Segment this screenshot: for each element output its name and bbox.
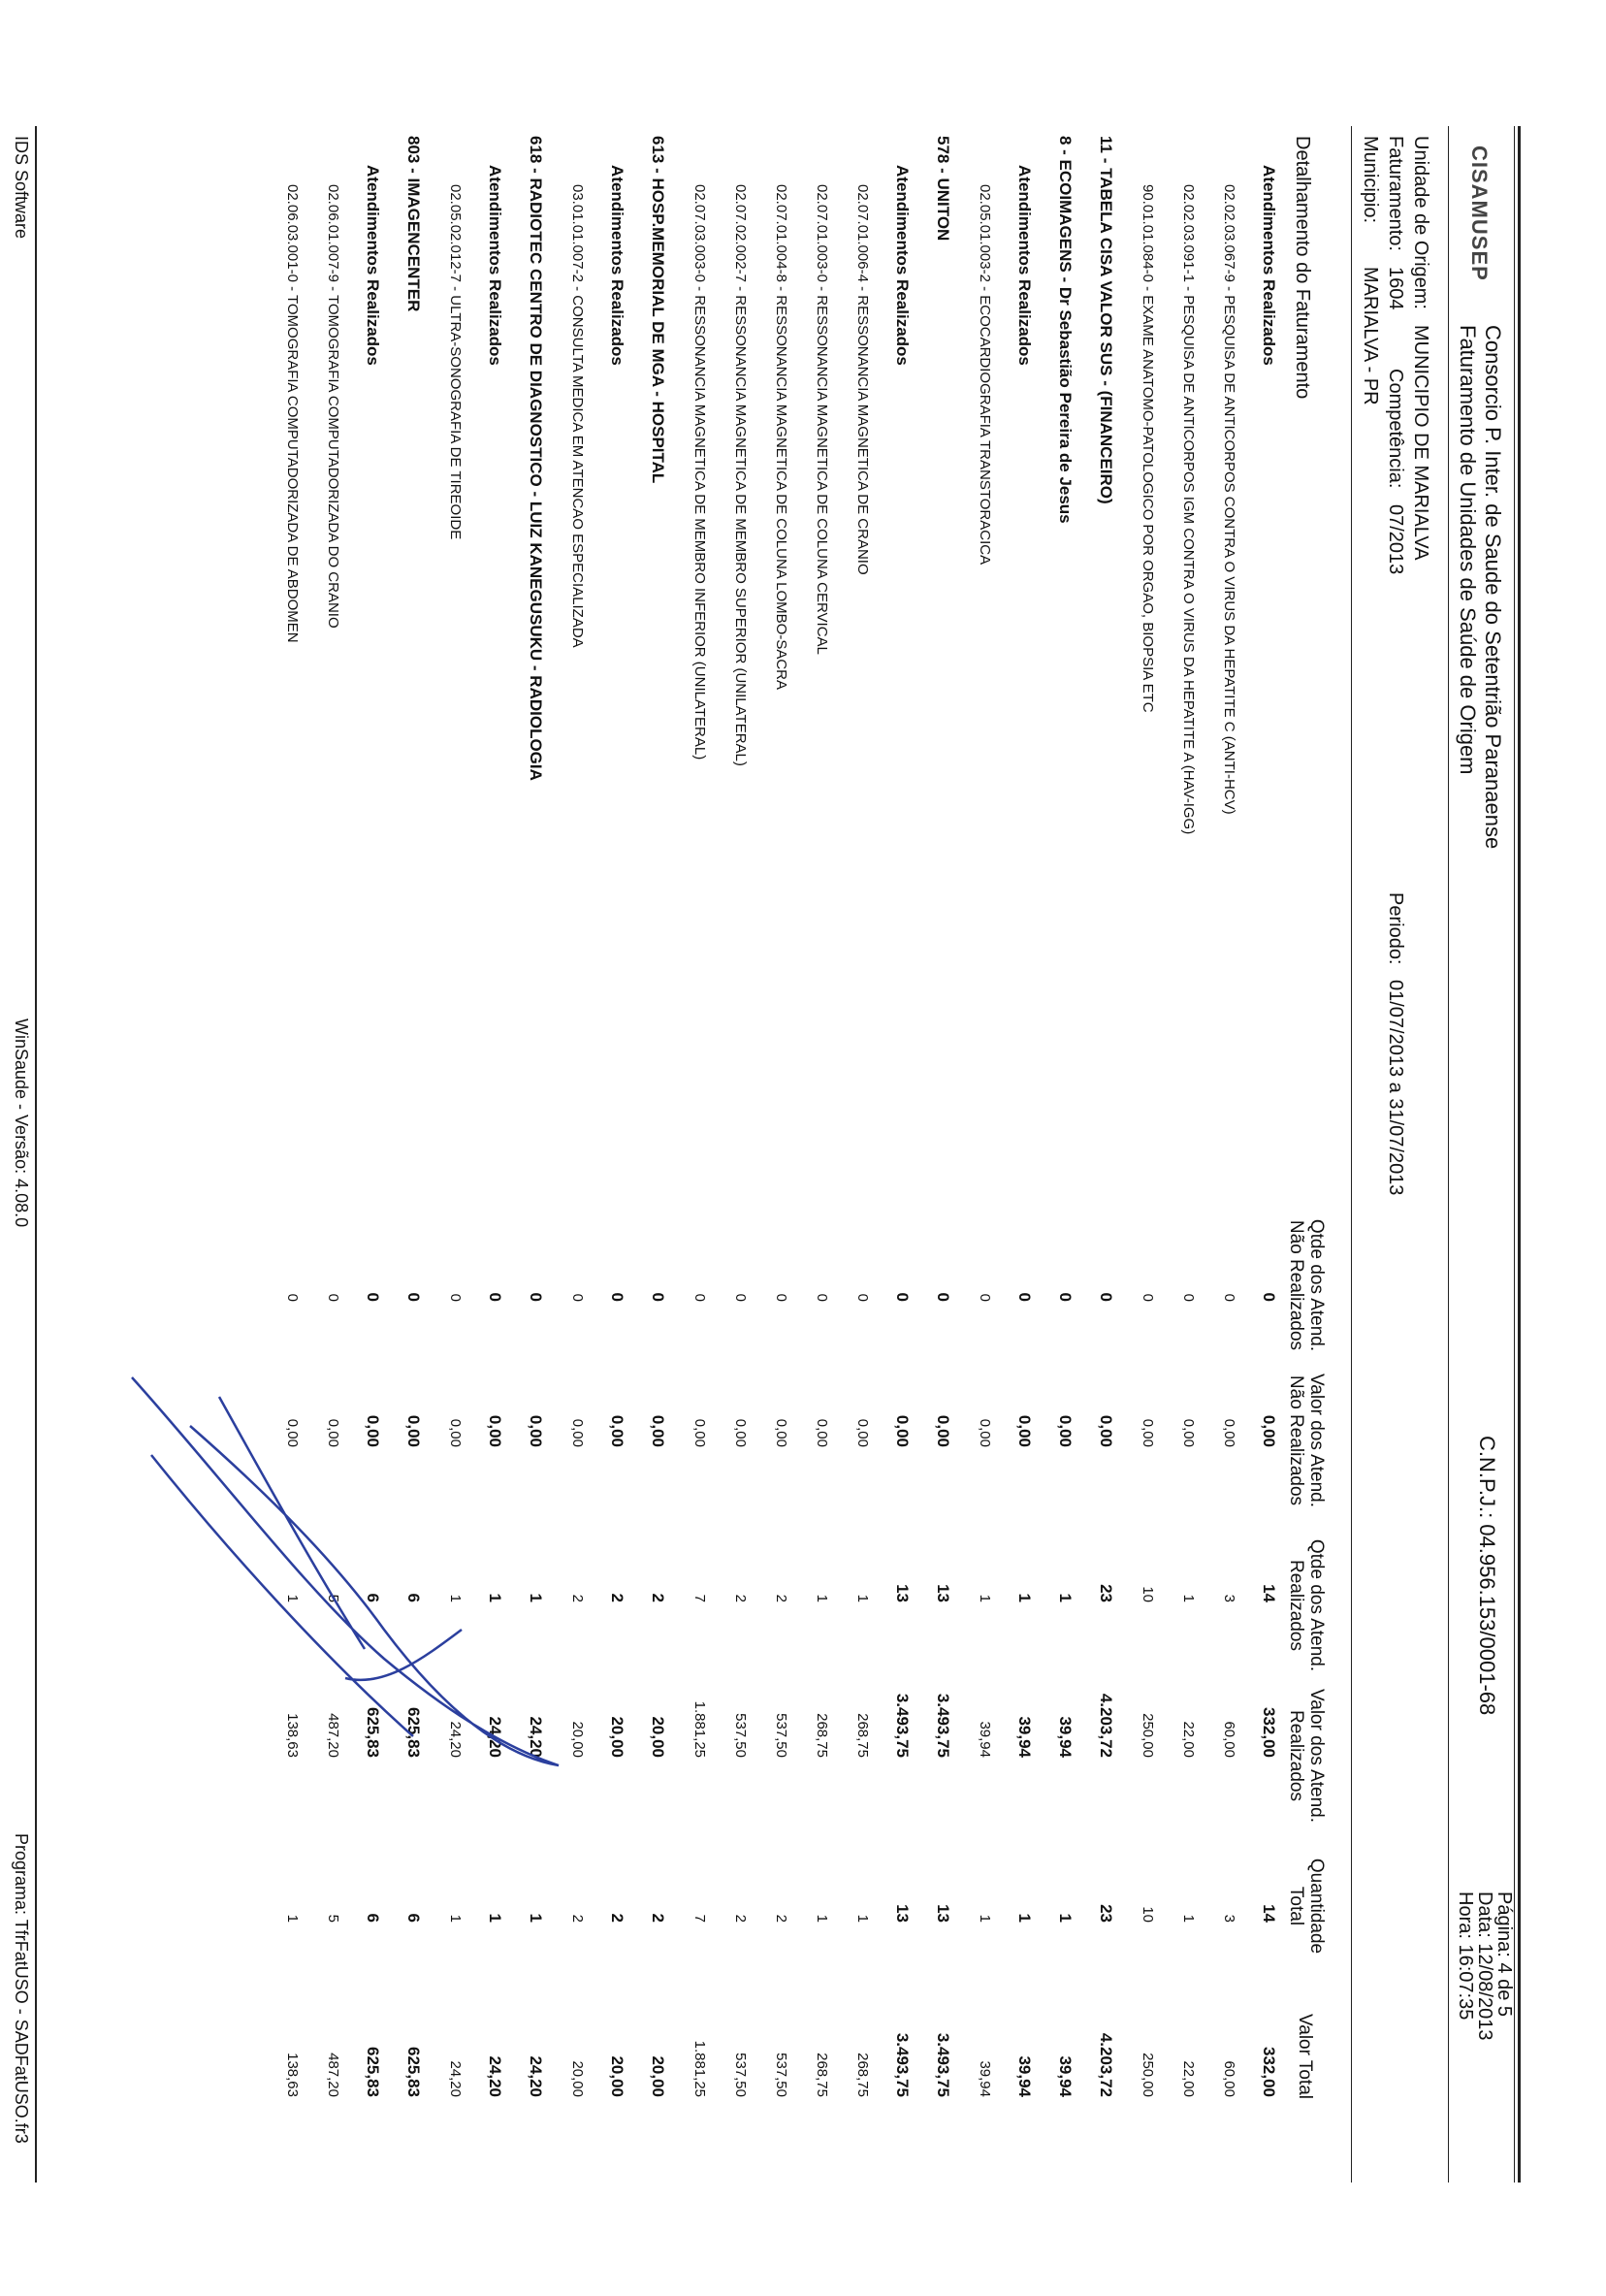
table-row [725,0,749,2296]
table-row [1133,0,1156,2296]
cell-valor-nao-realizados: 0,00 [893,1414,912,1447]
table-row [685,0,708,2296]
table-row [603,0,626,2296]
table-row [1173,0,1197,2296]
table-row [970,0,993,2296]
cell-valor-realizados: 20,00 [569,1721,586,1758]
report-date: Data: 12/08/2013 [1474,1892,1495,2041]
cell-valor-realizados: 537,50 [773,1713,789,1758]
faturamento-label: Faturamento: [1385,136,1406,251]
cell-quantidade-total: 1 [814,1914,830,1923]
unidade-value: MUNICIPIO DE MARIALVA [1410,325,1431,561]
cell-valor-nao-realizados: 0,00 [569,1418,586,1447]
cell-quantidade-total: 1 [1180,1914,1197,1923]
cell-qtde-realizados: 5 [325,1594,341,1602]
cell-qtde-realizados: 1 [1056,1593,1075,1602]
cell-valor-total: 24,20 [447,2060,464,2097]
periodo-label: Periodo: [1385,892,1406,965]
cell-valor-total: 39,94 [1015,2055,1034,2097]
cell-valor-realizados: 487,20 [325,1713,341,1758]
cell-valor-total: 268,75 [854,2053,871,2097]
cell-valor-total: 24,20 [486,2055,504,2097]
footer-right: Programa: TfrFatUSO - SADFatUSO.fr3 [12,1833,31,2144]
cell-qtde-realizados: 6 [404,1593,423,1602]
table-row [481,0,504,2296]
cell-qtde-realizados: 1 [486,1593,504,1602]
municipio-value: MARIALVA - PR [1360,267,1381,405]
table-row [562,0,586,2296]
cell-valor-total: 39,94 [1056,2055,1075,2097]
handwritten-signature [93,1339,675,1804]
cell-qtde-nao-realizados: 0 [732,1293,749,1302]
table-row [400,0,423,2296]
cell-valor-nao-realizados: 0,00 [1056,1414,1075,1447]
table-row [277,0,301,2296]
cell-valor-nao-realizados: 0,00 [649,1414,667,1447]
cell-valor-nao-realizados: 0,00 [527,1414,545,1447]
cell-valor-realizados: 39,94 [977,1721,993,1758]
cell-valor-total: 625,83 [404,2047,423,2097]
org-name: Consorcio P. Inter. de Saude do Setentrião Paranaense [1481,325,1505,850]
cell-valor-realizados: 24,20 [447,1721,464,1758]
cell-valor-realizados: 268,75 [814,1713,830,1758]
cell-qtde-realizados: 1 [527,1593,545,1602]
cell-valor-nao-realizados: 0,00 [934,1414,952,1447]
table-row [1051,0,1075,2296]
cell-qtde-realizados: 13 [893,1584,912,1602]
cell-qtde-realizados: 7 [691,1594,708,1602]
table-row [1255,0,1278,2296]
cell-qtde-realizados: 13 [934,1584,952,1602]
cell-valor-total: 60,00 [1221,2060,1237,2097]
row-description: 618 - RADIOTEC CENTRO DE DIAGNOSTICO - LUIZ KANEGUSUKU - RADIOLOGIA [527,136,545,781]
row-description: 8 - ECOIMAGENS - Dr Sebastião Pereira de Jesus [1056,136,1075,524]
cell-valor-nao-realizados: 0,00 [447,1418,464,1447]
cell-qtde-nao-realizados: 0 [1221,1293,1237,1302]
cell-qtde-realizados: 2 [649,1593,667,1602]
cell-valor-realizados: 1.881,25 [691,1700,708,1758]
cell-quantidade-total: 1 [1015,1913,1034,1923]
cell-qtde-nao-realizados: 0 [649,1292,667,1302]
cell-qtde-realizados: 3 [1221,1594,1237,1602]
cell-valor-realizados: 625,83 [404,1707,423,1758]
table-row [644,0,667,2296]
row-description: Atendimentos Realizados [1260,165,1278,366]
cell-qtde-realizados: 2 [608,1593,626,1602]
cell-valor-nao-realizados: 0,00 [1015,1414,1034,1447]
row-description: 02.06.03.001-0 - TOMOGRAFIA COMPUTADORIZADA DE ABDOMEN [284,184,301,643]
cell-valor-nao-realizados: 0,00 [1260,1414,1278,1447]
cnpj: C.N.P.J.: 04.956.153/0001-68 [1475,1436,1499,1716]
cell-valor-realizados: 332,00 [1260,1707,1278,1758]
row-description: 90.01.01.084-0 - EXAME ANATOMO-PATOLOGICO POR ORGAO, BIOPSIA ETC [1140,184,1156,713]
col-valor-realizados: Valor dos Atend. Realizados [1286,1688,1327,1824]
col-quantidade-total: Quantidade Total [1286,1858,1327,1955]
cell-quantidade-total: 1 [486,1913,504,1923]
cell-quantidade-total: 1 [447,1914,464,1923]
cell-qtde-nao-realizados: 0 [325,1293,341,1302]
cell-valor-total: 250,00 [1140,2053,1156,2097]
cell-valor-nao-realizados: 0,00 [608,1414,626,1447]
row-description: 02.07.01.004-8 - RESSONANCIA MAGNETICA DE COLUNA LOMBO-SACRA [773,184,789,691]
cell-valor-nao-realizados: 0,00 [977,1418,993,1447]
cell-valor-nao-realizados: 0,00 [404,1414,423,1447]
cell-quantidade-total: 1 [284,1914,301,1923]
cell-valor-realizados: 20,00 [608,1716,626,1758]
row-description: 02.07.03.003-0 - RESSONANCIA MAGNETICA DE MEMBRO INFERIOR (UNILATERAL) [691,184,708,760]
cell-qtde-nao-realizados: 0 [934,1292,952,1302]
cell-qtde-realizados: 1 [1015,1593,1034,1602]
org-logo: CISAMUSEP [1467,146,1492,281]
cell-quantidade-total: 1 [977,1914,993,1923]
row-description: Atendimentos Realizados [893,165,912,366]
section-title: Detalhamento do Faturamento [1292,136,1313,400]
cell-qtde-nao-realizados: 0 [691,1293,708,1302]
row-description: Atendimentos Realizados [364,165,382,366]
unidade-label: Unidade de Origem: [1410,136,1431,309]
row-description: Atendimentos Realizados [608,165,626,366]
table-row [359,0,382,2296]
cell-valor-total: 22,00 [1180,2060,1197,2097]
cell-quantidade-total: 1 [527,1913,545,1923]
cell-qtde-realizados: 1 [854,1594,871,1602]
table-row [440,0,464,2296]
cell-valor-nao-realizados: 0,00 [1097,1414,1115,1447]
cell-valor-total: 3.493,75 [893,2032,912,2097]
cell-qtde-realizados: 1 [1180,1594,1197,1602]
cell-qtde-realizados: 1 [447,1594,464,1602]
cell-quantidade-total: 3 [1221,1914,1237,1923]
cell-valor-realizados: 250,00 [1140,1713,1156,1758]
cell-valor-total: 537,50 [773,2053,789,2097]
cell-qtde-nao-realizados: 0 [814,1293,830,1302]
col-valor-total: Valor Total [1295,2013,1315,2099]
cell-qtde-nao-realizados: 0 [447,1293,464,1302]
cell-valor-nao-realizados: 0,00 [773,1418,789,1447]
cell-qtde-realizados: 1 [284,1594,301,1602]
cell-valor-realizados: 268,75 [854,1713,871,1758]
cell-qtde-nao-realizados: 0 [854,1293,871,1302]
cell-valor-total: 20,00 [608,2055,626,2097]
cell-qtde-nao-realizados: 0 [1260,1292,1278,1302]
cell-qtde-nao-realizados: 0 [486,1292,504,1302]
row-description: 02.07.01.006-4 - RESSONANCIA MAGNETICA DE CRANIO [854,184,871,575]
footer-center: WinSaude - Versão: 4.08.0 [12,1019,31,1228]
col-qtde-realizados: Qtde dos Atend. Realizados [1286,1538,1327,1672]
cell-valor-realizados: 537,50 [732,1713,749,1758]
cell-qtde-nao-realizados: 0 [893,1292,912,1302]
competencia-label: Competência: [1385,369,1406,489]
cell-valor-realizados: 20,00 [649,1716,667,1758]
cell-qtde-realizados: 10 [1140,1586,1156,1602]
table-row [318,0,341,2296]
cell-qtde-realizados: 2 [732,1594,749,1602]
cell-valor-realizados: 3.493,75 [893,1693,912,1758]
table-row [807,0,830,2296]
cell-qtde-realizados: 14 [1260,1584,1278,1602]
cell-qtde-nao-realizados: 0 [773,1293,789,1302]
cell-valor-realizados: 3.493,75 [934,1693,952,1758]
cell-valor-nao-realizados: 0,00 [814,1418,830,1447]
cell-quantidade-total: 2 [569,1914,586,1923]
cell-valor-total: 39,94 [977,2060,993,2097]
row-description: 02.05.01.003-2 - ECOCARDIOGRAFIA TRANSTORACICA [977,184,993,566]
cell-valor-total: 268,75 [814,2053,830,2097]
cell-valor-total: 1.881,25 [691,2040,708,2097]
cell-valor-realizados: 138,63 [284,1713,301,1758]
row-description: 02.02.03.067-9 - PESQUISA DE ANTICORPOS CONTRA O VIRUS DA HEPATITE C (ANTI-HCV) [1221,184,1237,815]
row-description: 02.06.01.007-9 - TOMOGRAFIA COMPUTADORIZADA DO CRANIO [325,184,341,629]
cell-quantidade-total: 1 [854,1914,871,1923]
table-row [848,0,871,2296]
cell-qtde-nao-realizados: 0 [1180,1293,1197,1302]
cell-quantidade-total: 7 [691,1914,708,1923]
cell-valor-realizados: 39,94 [1015,1716,1034,1758]
cell-qtde-nao-realizados: 0 [569,1293,586,1302]
row-description: 803 - IMAGENCENTER [404,136,423,312]
table-row [888,0,912,2296]
cell-qtde-nao-realizados: 0 [1015,1292,1034,1302]
cell-valor-nao-realizados: 0,00 [1221,1418,1237,1447]
cell-quantidade-total: 2 [732,1914,749,1923]
cell-valor-realizados: 39,94 [1056,1716,1075,1758]
cell-quantidade-total: 10 [1140,1906,1156,1923]
cell-qtde-realizados: 23 [1097,1584,1115,1602]
top-rule-thin [1514,126,1515,2183]
table-row [1092,0,1115,2296]
cell-valor-total: 24,20 [527,2055,545,2097]
cell-valor-nao-realizados: 0,00 [284,1418,301,1447]
footer-left: IDS Software [12,136,31,240]
competencia-value: 07/2013 [1385,504,1406,575]
table-row [522,0,545,2296]
col-qtde-nao-realizados: Qtde dos Atend. Não Realizados [1286,1218,1327,1352]
cell-valor-nao-realizados: 0,00 [486,1414,504,1447]
row-description: 02.05.02.012-7 - ULTRA-SONOGRAFIA DE TIREOIDE [447,184,464,540]
cell-qtde-realizados: 2 [773,1594,789,1602]
row-description: 02.07.02.002-7 - RESSONANCIA MAGNETICA DE MEMBRO SUPERIOR (UNILATERAL) [732,184,749,766]
row-description: 03.01.01.007-2 - CONSULTA MEDICA EM ATENCAO ESPECIALIZADA [569,184,586,648]
cell-qtde-realizados: 2 [569,1594,586,1602]
cell-valor-nao-realizados: 0,00 [1140,1418,1156,1447]
cell-valor-total: 20,00 [649,2055,667,2097]
cell-qtde-realizados: 1 [977,1594,993,1602]
report-title: Faturamento de Unidades de Saúde de Origem [1456,325,1480,775]
cell-quantidade-total: 2 [608,1913,626,1923]
cell-valor-realizados: 24,20 [527,1716,545,1758]
cell-valor-total: 138,63 [284,2053,301,2097]
cell-valor-total: 3.493,75 [934,2032,952,2097]
cell-qtde-nao-realizados: 0 [284,1293,301,1302]
cell-valor-nao-realizados: 0,00 [325,1418,341,1447]
cell-quantidade-total: 14 [1260,1904,1278,1923]
cell-quantidade-total: 23 [1097,1904,1115,1923]
cell-quantidade-total: 13 [893,1904,912,1923]
cell-valor-realizados: 24,20 [486,1716,504,1758]
table-row [766,0,789,2296]
report-time: Hora: 16:07:35 [1455,1892,1476,2021]
table-row [929,0,952,2296]
table-row [1011,0,1034,2296]
cell-quantidade-total: 5 [325,1914,341,1923]
cell-valor-total: 625,83 [364,2047,382,2097]
header-rule [1448,126,1449,2183]
municipio-label: Municipio: [1360,136,1381,224]
row-description: 02.07.01.003-0 - RESSONANCIA MAGNETICA DE COLUNA CERVICAL [814,184,830,655]
cell-qtde-nao-realizados: 0 [527,1292,545,1302]
cell-valor-realizados: 60,00 [1221,1721,1237,1758]
cell-valor-nao-realizados: 0,00 [732,1418,749,1447]
row-description: 02.02.03.091-1 - PESQUISA DE ANTICORPOS IGM CONTRA O VIRUS DA HEPATITE A (HAV-IGG) [1180,184,1197,835]
cell-valor-realizados: 4.203,72 [1097,1693,1115,1758]
bottom-rule [35,126,37,2183]
cell-quantidade-total: 6 [404,1913,423,1923]
cell-valor-total: 332,00 [1260,2047,1278,2097]
top-rule [1518,126,1521,2183]
cell-valor-realizados: 22,00 [1180,1721,1197,1758]
cell-valor-total: 4.203,72 [1097,2032,1115,2097]
row-description: 613 - HOSP.MEMORIAL DE MGA - HOSPITAL [649,136,667,484]
cell-qtde-nao-realizados: 0 [977,1293,993,1302]
cell-qtde-nao-realizados: 0 [1140,1293,1156,1302]
cell-quantidade-total: 1 [1056,1913,1075,1923]
periodo-value: 01/07/2013 a 31/07/2013 [1385,980,1406,1196]
row-description: Atendimentos Realizados [1015,165,1034,366]
cell-qtde-nao-realizados: 0 [1097,1292,1115,1302]
col-valor-nao-realizados: Valor dos Atend. Não Realizados [1286,1373,1327,1508]
meta-rule [1351,126,1352,2183]
cell-quantidade-total: 13 [934,1904,952,1923]
faturamento-value: 1604 [1385,267,1406,310]
cell-qtde-nao-realizados: 0 [608,1292,626,1302]
cell-qtde-nao-realizados: 0 [364,1292,382,1302]
cell-quantidade-total: 2 [773,1914,789,1923]
cell-qtde-nao-realizados: 0 [1056,1292,1075,1302]
cell-quantidade-total: 6 [364,1913,382,1923]
row-description: Atendimentos Realizados [486,165,504,366]
cell-valor-nao-realizados: 0,00 [1180,1418,1197,1447]
cell-qtde-nao-realizados: 0 [404,1292,423,1302]
cell-valor-realizados: 625,83 [364,1707,382,1758]
cell-valor-nao-realizados: 0,00 [691,1418,708,1447]
cell-qtde-realizados: 6 [364,1593,382,1602]
cell-valor-total: 537,50 [732,2053,749,2097]
cell-valor-nao-realizados: 0,00 [364,1414,382,1447]
row-description: 578 - UNITON [934,136,952,242]
cell-valor-total: 487,20 [325,2053,341,2097]
page-number: Página: 4 de 5 [1494,1892,1515,2017]
cell-quantidade-total: 2 [649,1913,667,1923]
row-description: 11 - TABELA CISA VALOR SUS - (FINANCEIRO) [1097,136,1115,504]
table-row [1214,0,1237,2296]
cell-qtde-realizados: 1 [814,1594,830,1602]
cell-valor-nao-realizados: 0,00 [854,1418,871,1447]
cell-valor-total: 20,00 [569,2060,586,2097]
